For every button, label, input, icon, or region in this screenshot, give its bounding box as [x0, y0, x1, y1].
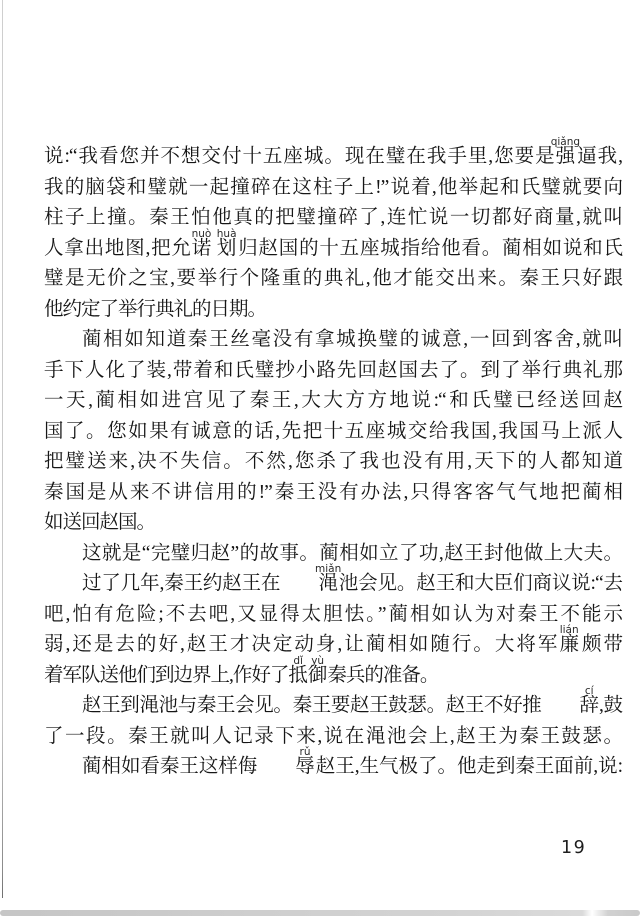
- ruby-annotated-char: 御 yù: [307, 654, 328, 686]
- text-line: 蔺相如知道秦王丝毫没有拿城换璧的诚意,一回到客舍,就叫: [82, 329, 622, 350]
- paragraph: [44, 685, 622, 752]
- text-line: 如送回赵国。: [44, 512, 156, 533]
- pinyin-annotation: qiǎng: [550, 136, 581, 148]
- paragraph: [44, 563, 622, 691]
- paragraph: [44, 136, 622, 325]
- ruby-annotated-char: 辱 rǔ: [257, 752, 315, 783]
- text-line: 了一段。秦王就叫人记录下来,说在渑池会上,赵王为秦王鼓瑟。: [44, 725, 622, 747]
- paragraph: [44, 746, 622, 783]
- text-block: [44, 136, 622, 783]
- text-line: 过了几年,秦王约赵王在 渑 miǎn 池会见。赵王和大臣们商议说:“去: [44, 569, 622, 600]
- text-line: 着军队送他们到边界上,作好了抵 dǐ 御 yù 秦兵的准备。: [44, 661, 622, 692]
- ruby-annotated-char: 抵 dǐ: [288, 654, 308, 686]
- text-line: 蔺相如看秦王这样侮 辱 rǔ 赵王,生气极了。他走到秦王面前,说:: [44, 752, 622, 783]
- pinyin-annotation: miǎn: [315, 563, 342, 575]
- paragraph: [44, 325, 622, 539]
- pinyin-annotation: huà: [216, 227, 237, 240]
- text-line: 一天,蔺相如进宫见了秦王,大大方方地说:“和氏璧已经送回赵: [44, 390, 622, 411]
- ruby-annotated-char: 辞 cí: [541, 691, 599, 722]
- scan-edge-line: [2, 0, 3, 898]
- text-line: 手下人化了装,带着和氏璧抄小路先回赵国去了。到了举行典礼那: [44, 359, 622, 381]
- text-line: 秦国是从来不讲信用的!”秦王没有办法,只得客客气气地把蔺相: [44, 481, 622, 503]
- pinyin-annotation: cí: [584, 685, 594, 697]
- ruby-annotated-char: 诺 nuò: [191, 227, 212, 259]
- page-number: 19: [561, 838, 587, 858]
- pinyin-annotation: yù: [311, 654, 325, 667]
- text-line: 这就是“完璧归赵”的故事。蔺相如立了功,赵王封他做上大夫。: [82, 542, 622, 564]
- ruby-annotated-char: 划 huà: [216, 227, 237, 259]
- text-line: 国了。您如果有诚意的话,先把十五座城交给我国,我国马上派人: [44, 420, 622, 442]
- text-line: 璧是无价之宝,要举行个隆重的典礼,他才能交出来。秦王只好跟: [44, 268, 622, 289]
- pinyin-annotation: rǔ: [299, 746, 311, 758]
- text-line: 人拿出地图,把允诺 nuò 划 huà 归赵国的十五座城指给他看。蔺相如说和氏: [44, 234, 622, 265]
- text-line: 把璧送来,决不失信。不然,您杀了我也没有用,天下的人都知道: [44, 451, 622, 472]
- ruby-annotated-char: 强 qiǎng: [550, 136, 581, 167]
- pinyin-annotation: nuò: [191, 227, 212, 240]
- text-line: 说:“我看您并不想交付十五座城。现在璧在我手里,您要是强 qiǎng 逼我,: [44, 142, 622, 173]
- bottom-page-shadow: [0, 910, 640, 916]
- text-line: 赵王到渑池与秦王会见。秦王要赵王鼓瑟。赵王不好推 辞 cí ,鼓: [44, 691, 622, 722]
- text-line: 吧,怕有危险;不去吧,又显得太胆怯。”蔺相如认为对秦王不能示: [44, 603, 622, 625]
- text-line: 他约定了举行典礼的日期。: [44, 298, 267, 320]
- ruby-annotated-char: 廉 lián: [559, 624, 579, 655]
- text-line: 弱,还是去的好,赵王才决定动身,让蔺相如随行。大将军廉 lián 颇带: [44, 630, 622, 661]
- pinyin-annotation: lián: [559, 624, 579, 636]
- text-line: 我的脑袋和璧就一起撞碎在这柱子上!”说着,他举起和氏璧就要向: [44, 176, 622, 198]
- text-line: 柱子上撞。秦王怕他真的把璧撞碎了,连忙说一切都好商量,就叫: [44, 207, 622, 228]
- pinyin-annotation: dǐ: [293, 654, 303, 667]
- ruby-annotated-char: 渑 miǎn: [280, 569, 338, 600]
